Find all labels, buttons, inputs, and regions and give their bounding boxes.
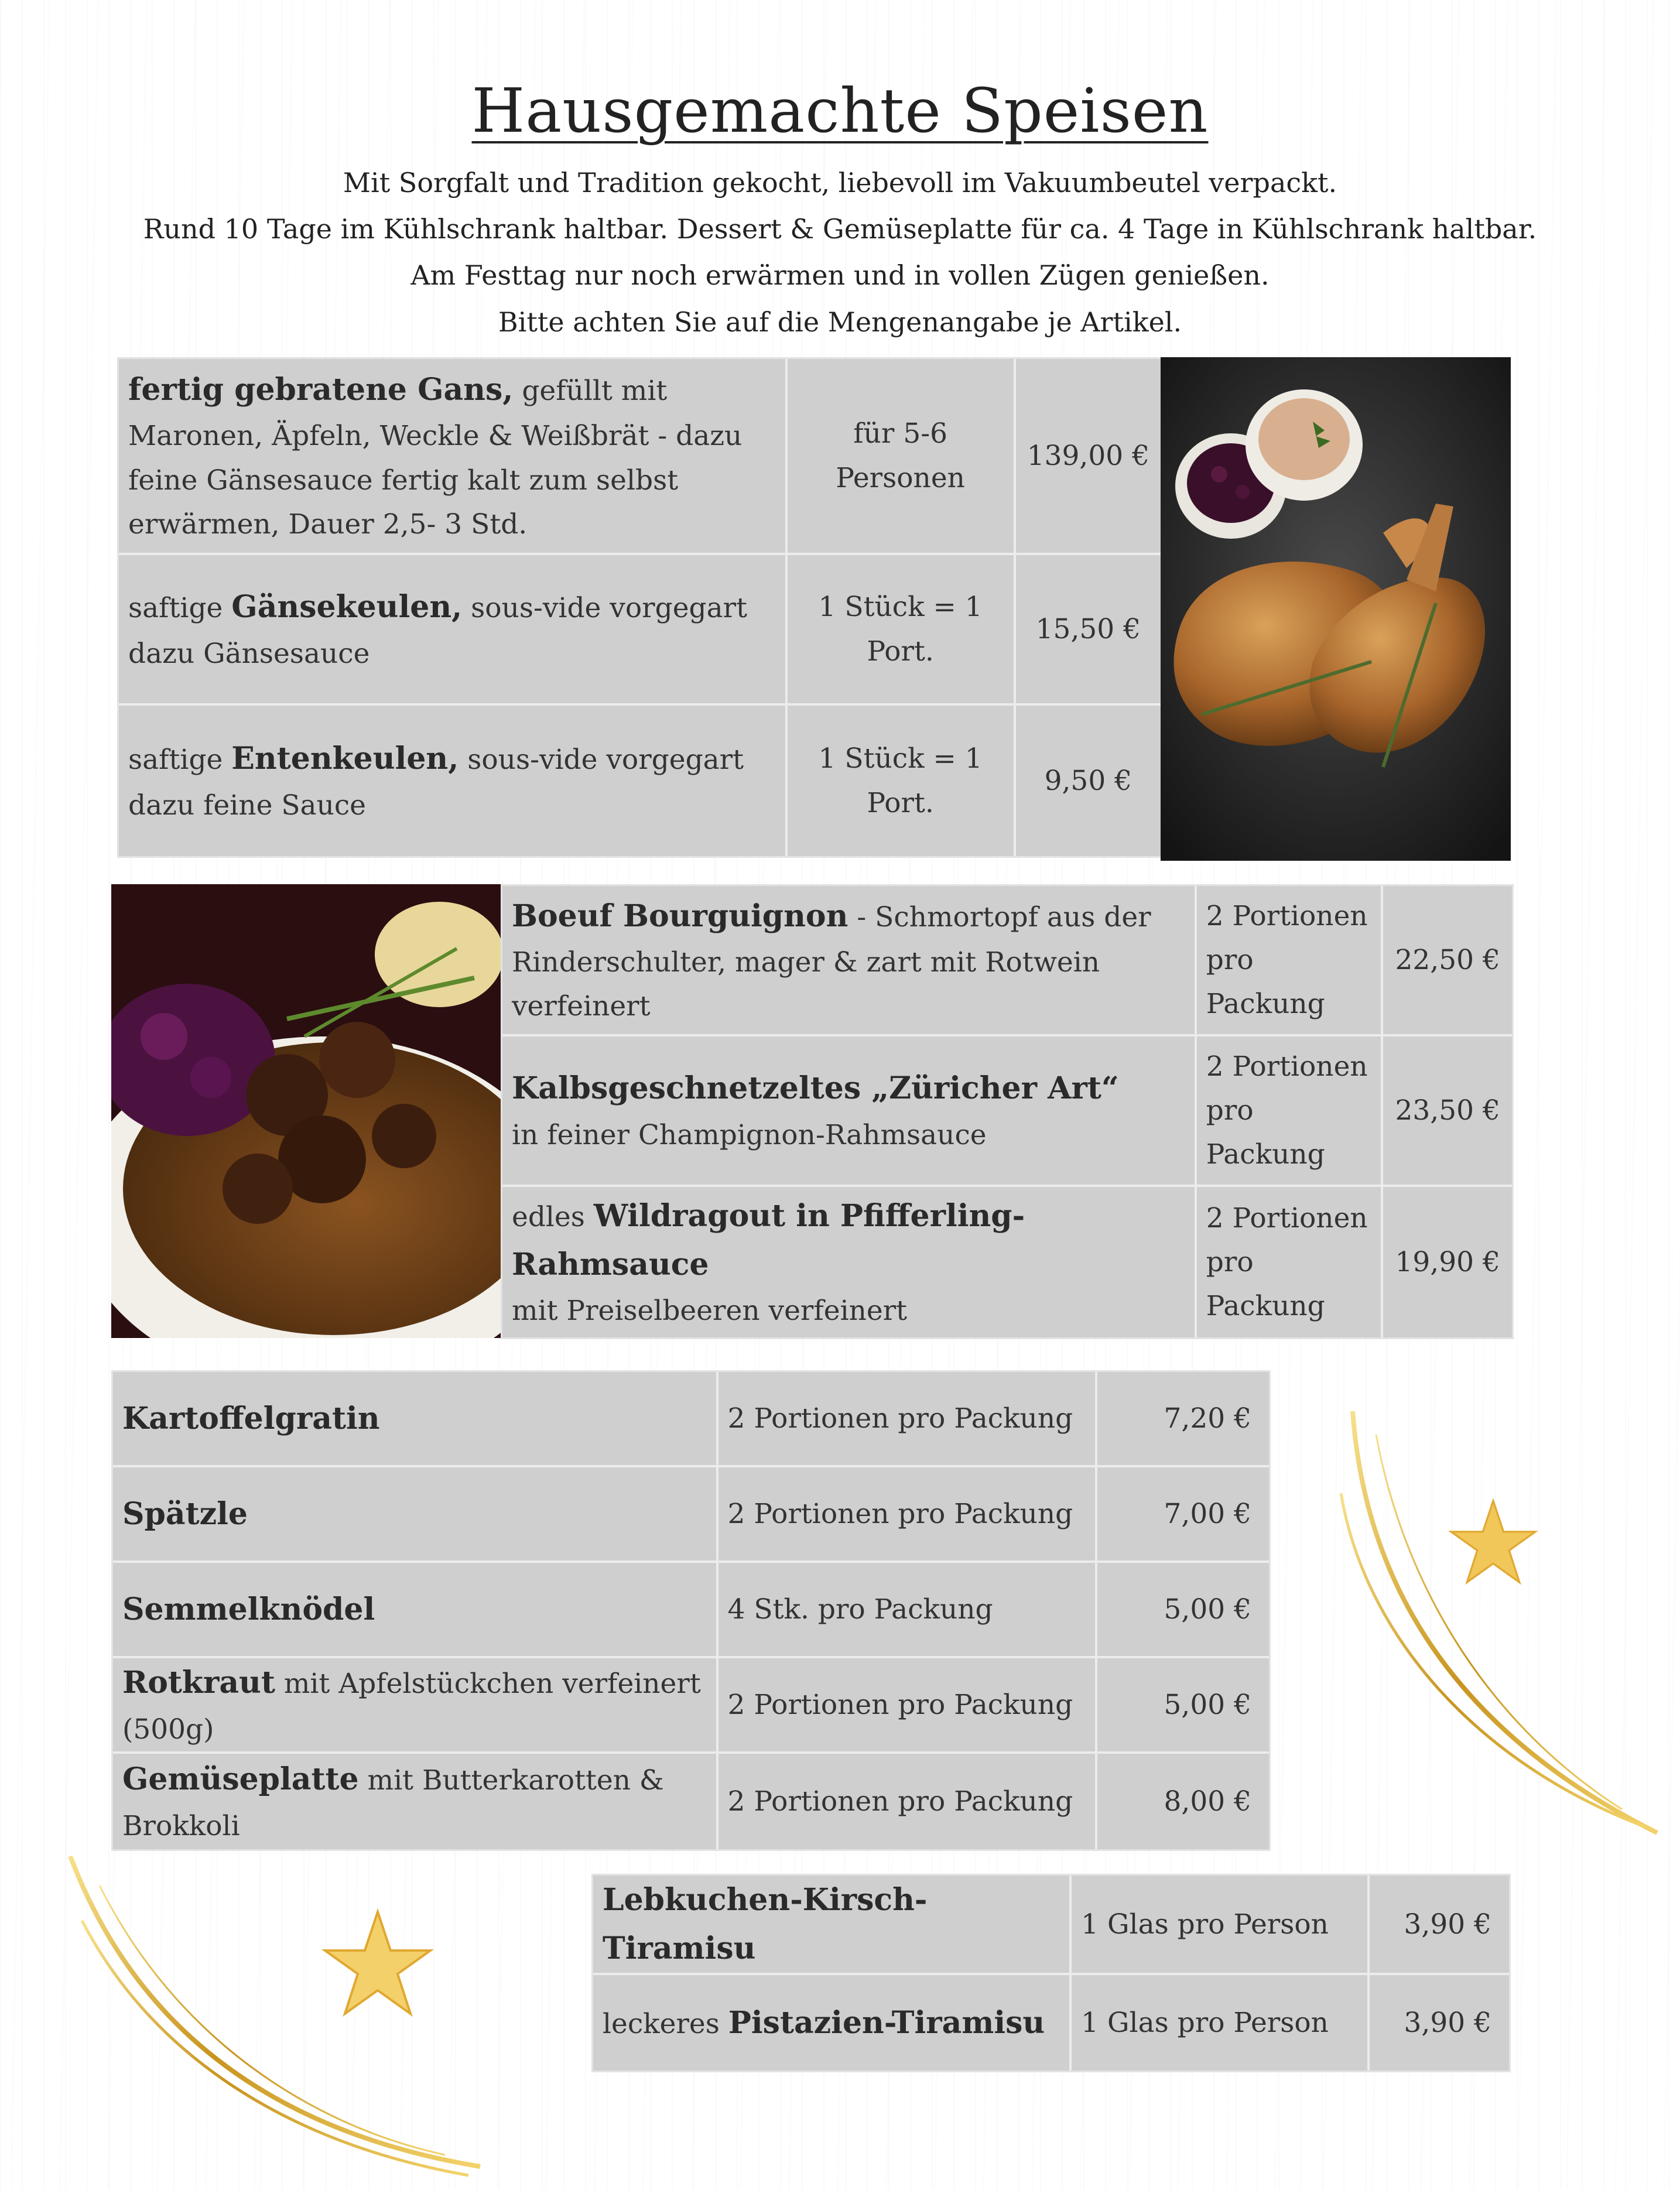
- price-cell: 23,50 €: [1383, 1036, 1512, 1187]
- item-name: Gemüseplatte: [122, 1761, 359, 1798]
- item-prefix: edles: [512, 1200, 594, 1233]
- quantity-cell: 2 Portionen pro Packung: [1197, 886, 1384, 1036]
- intro-line-1: Mit Sorgfalt und Tradition gekocht, liebevoll im Vakuumbeutel verpackt.: [343, 167, 1337, 199]
- item-name: Wildragout in Pfifferling-Rahmsauce: [512, 1197, 1025, 1282]
- menu-row: [593, 1876, 1509, 1975]
- item-description: mit Apfelstückchen verfeinert (500g): [122, 1668, 701, 1746]
- sides-menu-table: [111, 1370, 1271, 1851]
- item-name: Semmelknödel: [122, 1591, 375, 1627]
- menu-row: [113, 1658, 1269, 1754]
- menu-row: [119, 706, 1161, 856]
- item-cell: [119, 555, 788, 706]
- item-cell: [593, 1975, 1072, 2071]
- item-cell: [502, 1036, 1197, 1187]
- quantity-cell: 2 Portionen pro Packung: [718, 1372, 1098, 1467]
- quantity-cell: 2 Portionen pro Packung: [718, 1467, 1098, 1563]
- price-cell: 139,00 €: [1016, 359, 1161, 555]
- item-cell: [113, 1467, 718, 1563]
- price-cell: 8,00 €: [1097, 1754, 1269, 1849]
- intro-line-3: Am Festtag nur noch erwärmen und in vollen Zügen genießen.: [410, 259, 1270, 291]
- goose-legs-photo: [1161, 357, 1511, 861]
- gold-star-icon: [1446, 1496, 1540, 1590]
- price-cell: 22,50 €: [1383, 886, 1512, 1036]
- item-prefix: saftige: [128, 592, 232, 625]
- price-cell: 9,50 €: [1016, 706, 1161, 856]
- item-description: gefüllt mit Maronen, Äpfeln, Weckle & Weißbrät - dazu feine Gänsesauce fertig kalt zum selbst erwärmen, Dauer 2,5- 3 Std.: [128, 375, 743, 540]
- item-cell: [119, 359, 788, 555]
- item-cell: [119, 706, 788, 856]
- item-name: Lebkuchen-Kirsch-Tiramisu: [603, 1882, 928, 1967]
- quantity-cell: 2 Portionen pro Packung: [1197, 1187, 1384, 1337]
- price-cell: 5,00 €: [1097, 1563, 1269, 1658]
- item-description: in feiner Champignon-Rahmsauce: [512, 1118, 987, 1151]
- item-name: Kartoffelgratin: [122, 1400, 380, 1436]
- item-cell: [113, 1658, 718, 1754]
- quantity-cell: für 5-6 Personen: [788, 359, 1016, 555]
- item-name: Spätzle: [122, 1496, 248, 1532]
- quantity-cell: 1 Stück = 1 Port.: [788, 555, 1016, 706]
- price-cell: 19,90 €: [1383, 1187, 1512, 1337]
- stew-menu-table: [501, 884, 1514, 1339]
- goose-menu-table: [117, 357, 1162, 858]
- price-cell: 5,00 €: [1097, 1658, 1269, 1754]
- item-description: sous-vide vorgegart dazu feine Sauce: [128, 744, 744, 822]
- menu-row: [119, 555, 1161, 706]
- item-cell: [113, 1754, 718, 1849]
- intro-line-4: Bitte achten Sie auf die Mengenangabe je Artikel.: [498, 306, 1182, 338]
- item-name: fertig gebratene Gans,: [128, 372, 514, 408]
- item-name: Kalbsgeschnetzeltes „Züricher Art“: [512, 1070, 1119, 1107]
- menu-row: [119, 359, 1161, 555]
- item-cell: [113, 1563, 718, 1658]
- quantity-cell: 2 Portionen pro Packung: [718, 1754, 1098, 1849]
- quantity-cell: 1 Glas pro Person: [1072, 1975, 1370, 2071]
- menu-row: [502, 1036, 1512, 1187]
- price-cell: 15,50 €: [1016, 555, 1161, 706]
- intro-line-2: Rund 10 Tage im Kühlschrank haltbar. Dessert & Gemüseplatte für ca. 4 Tage in Kühlschrank haltbar.: [143, 213, 1537, 245]
- gold-swoosh-icon: [1329, 1399, 1669, 1839]
- menu-row: [113, 1467, 1269, 1563]
- price-cell: 7,00 €: [1097, 1467, 1269, 1563]
- quantity-cell: 2 Portionen pro Packung: [718, 1658, 1098, 1754]
- quantity-cell: 2 Portionen pro Packung: [1197, 1036, 1384, 1187]
- gold-star-icon: [319, 1906, 436, 2023]
- item-description: mit Preiselbeeren verfeinert: [512, 1295, 908, 1327]
- item-name: Pistazien-Tiramisu: [728, 2005, 1045, 2041]
- item-name: Rotkraut: [122, 1665, 275, 1701]
- quantity-cell: 1 Stück = 1 Port.: [788, 706, 1016, 856]
- price-cell: 3,90 €: [1370, 1876, 1509, 1975]
- menu-row: [113, 1754, 1269, 1849]
- price-cell: 3,90 €: [1370, 1975, 1509, 2071]
- item-cell: [113, 1372, 718, 1467]
- dessert-menu-table: [591, 1874, 1511, 2072]
- menu-row: [502, 886, 1512, 1036]
- item-description: mit Butterkarotten & Brokkoli: [122, 1764, 664, 1842]
- page-title: Hausgemachte Speisen: [471, 75, 1209, 146]
- item-name: Boeuf Bourguignon: [512, 898, 848, 934]
- price-cell: 7,20 €: [1097, 1372, 1269, 1467]
- quantity-cell: 4 Stk. pro Packung: [718, 1563, 1098, 1658]
- item-description: sous-vide vorgegart dazu Gänsesauce: [128, 592, 747, 670]
- beef-stew-photo: [111, 884, 504, 1338]
- menu-row: [502, 1187, 1512, 1337]
- menu-row: [113, 1563, 1269, 1658]
- item-prefix: leckeres: [603, 2008, 728, 2041]
- item-name: Gänsekeulen,: [231, 589, 463, 625]
- menu-row: [593, 1975, 1509, 2071]
- item-description: - Schmortopf aus der Rinderschulter, mager & zart mit Rotwein verfeinert: [512, 901, 1151, 1023]
- quantity-cell: 1 Glas pro Person: [1072, 1876, 1370, 1975]
- item-cell: [502, 886, 1197, 1036]
- menu-row: [113, 1372, 1269, 1467]
- item-prefix: saftige: [128, 744, 232, 776]
- item-name: Entenkeulen,: [231, 741, 459, 777]
- item-cell: [593, 1876, 1072, 1975]
- item-cell: [502, 1187, 1197, 1337]
